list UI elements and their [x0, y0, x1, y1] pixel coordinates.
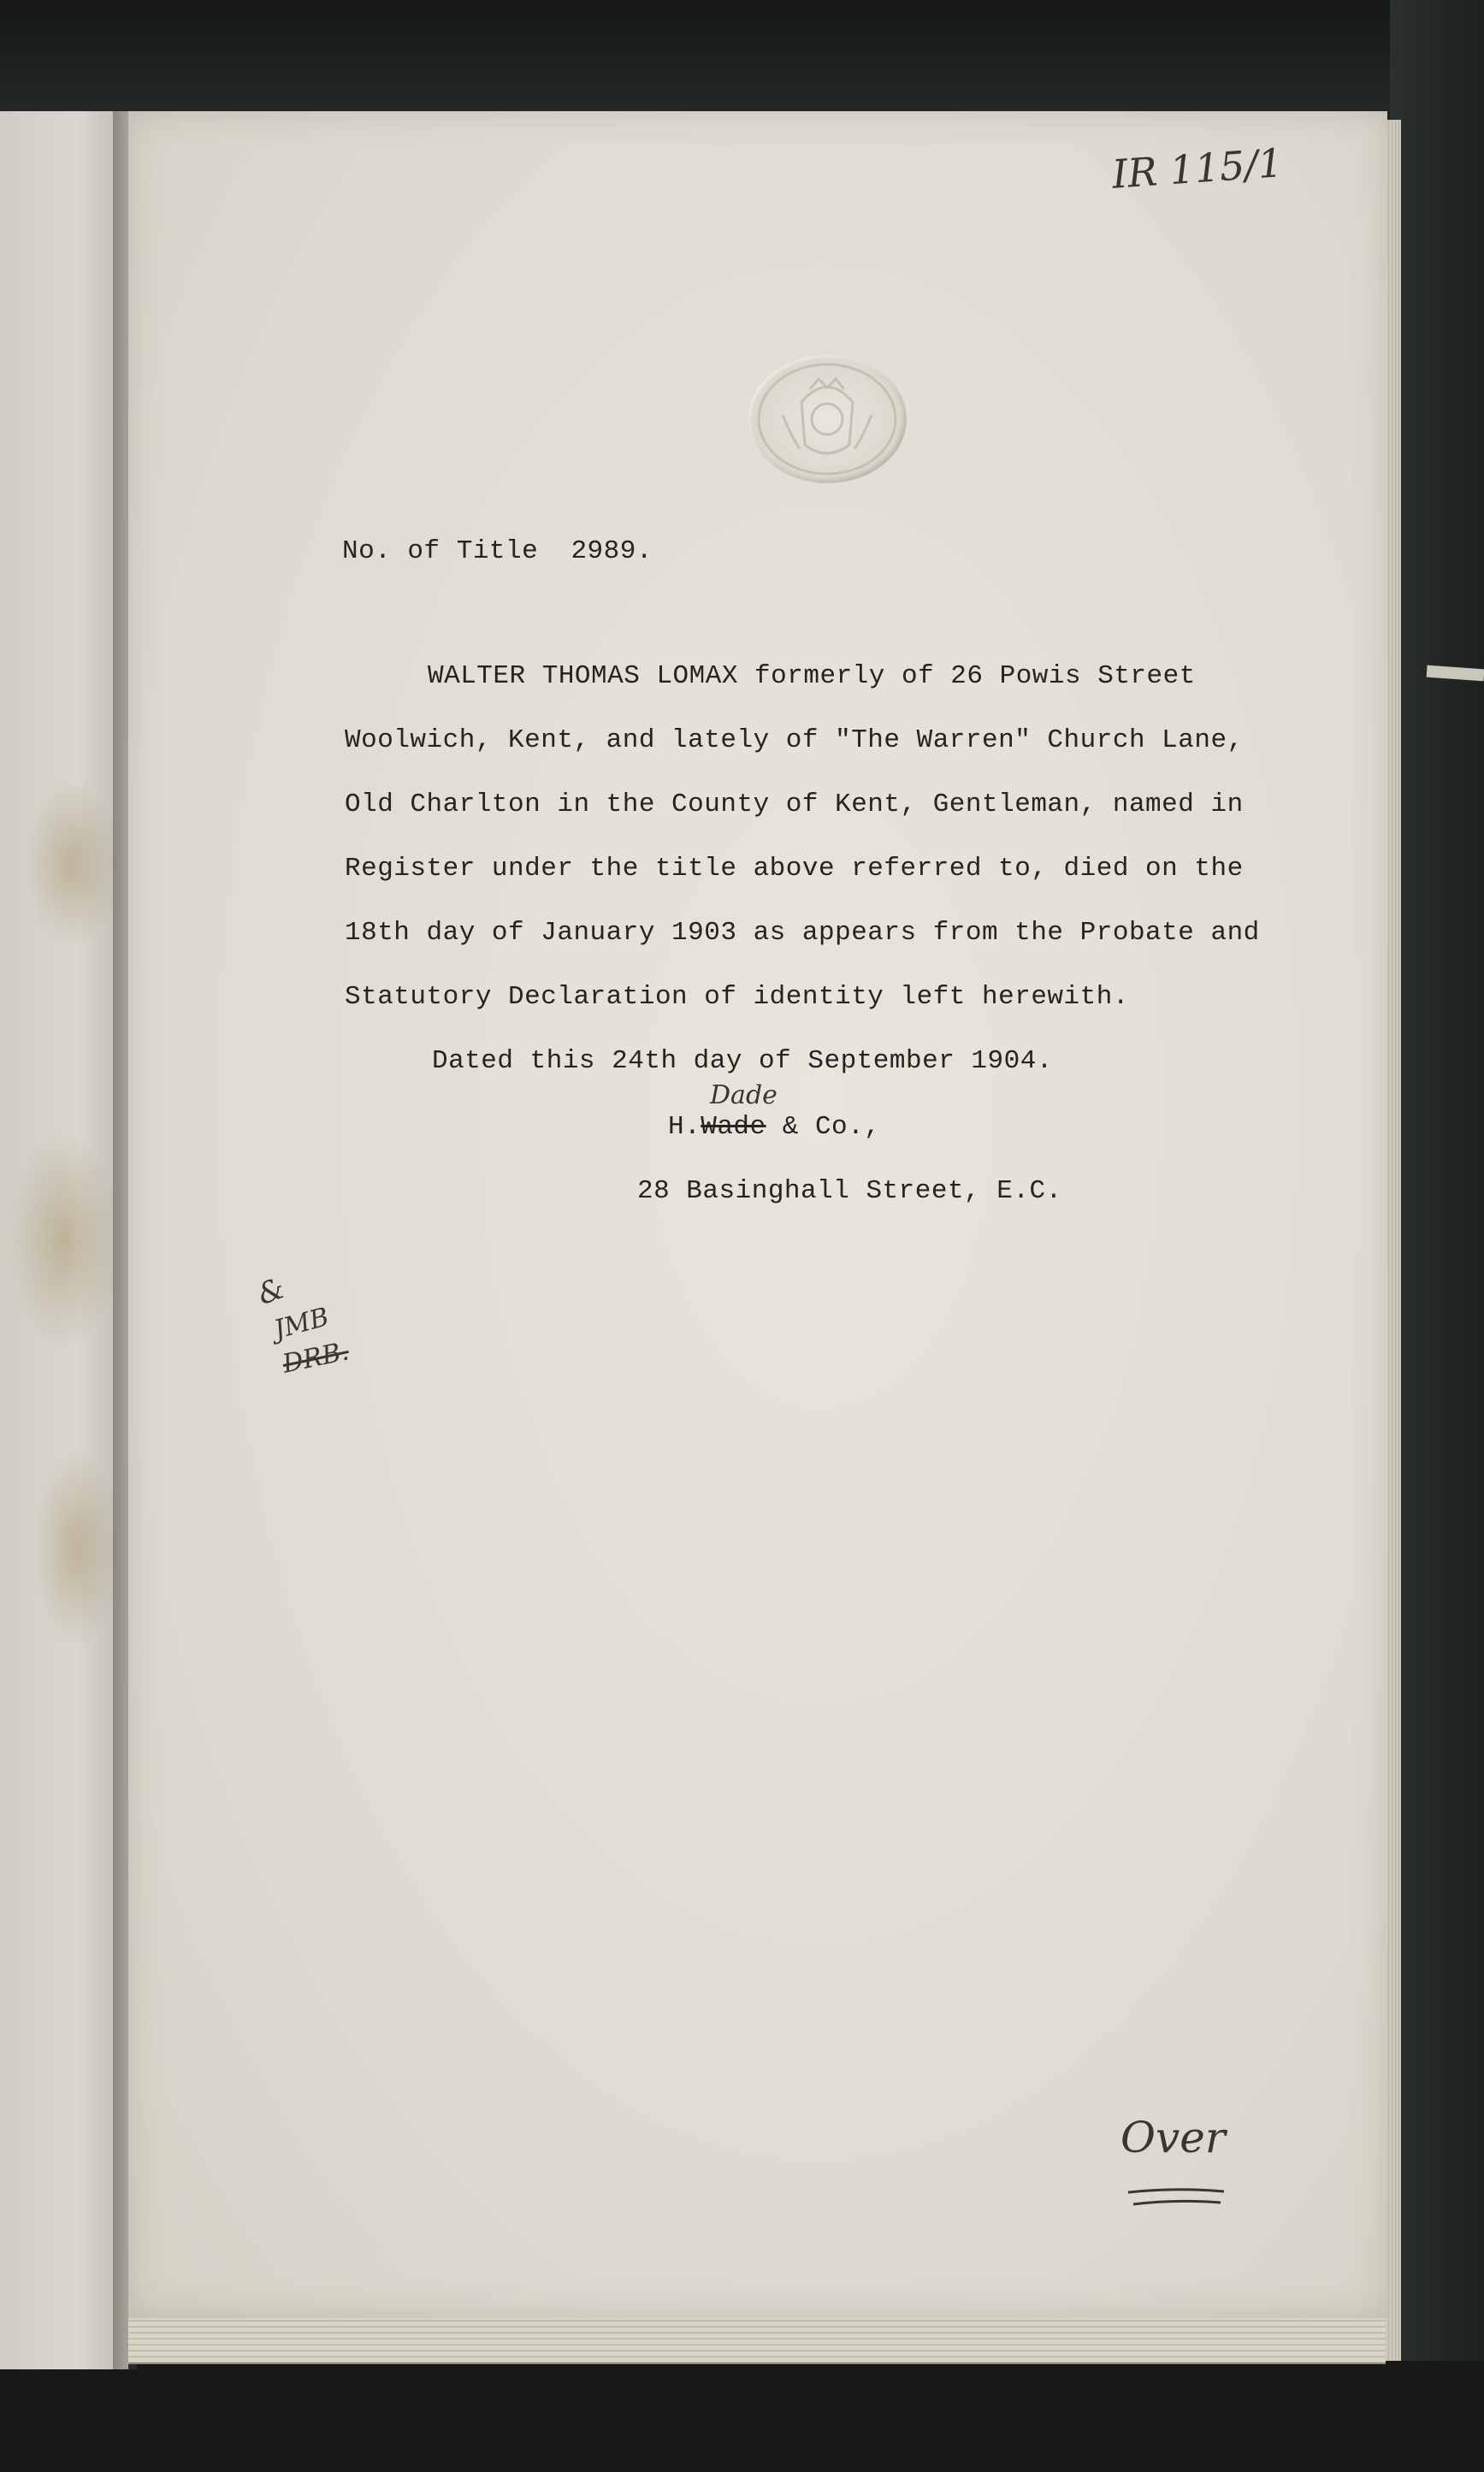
- page-edges: [1386, 120, 1401, 2361]
- signature-line: [668, 1112, 880, 1142]
- margin-initial-1: &: [253, 1271, 290, 1312]
- address-line: 28 Basinghall Street, E.C.: [637, 1176, 1062, 1206]
- body-line-4: Register under the title above referred to, died on the: [345, 854, 1244, 884]
- signature-suffix: & Co.,: [766, 1112, 881, 1142]
- body-line-1: WALTER THOMAS LOMAX formerly of 26 Powis Street: [428, 661, 1196, 691]
- dated-line: Dated this 24th day of September 1904.: [432, 1046, 1053, 1076]
- body-line-6: Statutory Declaration of identity left herewith.: [345, 982, 1129, 1012]
- margin-initial-3: DRB.: [280, 1336, 352, 1380]
- document-page: [128, 111, 1387, 2318]
- embossed-seal: [748, 355, 907, 483]
- body-line-3: Old Charlton in the County of Kent, Gentleman, named in: [345, 790, 1244, 819]
- title-number-line: No. of Title 2989.: [342, 536, 653, 566]
- body-line-5: 18th day of January 1903 as appears from the Probate and: [345, 918, 1260, 948]
- signature-correction: Dade: [710, 1080, 777, 1110]
- background-bottom: [0, 2361, 1484, 2472]
- signature-prefix: H.: [668, 1112, 701, 1142]
- background-top: [0, 0, 1484, 111]
- over-underline: [1125, 2185, 1227, 2211]
- signature-struck-name: Wade: [701, 1112, 766, 1142]
- background-right: [1390, 0, 1484, 2472]
- body-line-2: Woolwich, Kent, and lately of "The Warren" Church Lane,: [345, 725, 1244, 755]
- reference-mark: IR 115/1: [1110, 139, 1285, 198]
- facing-page: [0, 111, 128, 2369]
- over-note: Over: [1120, 2113, 1226, 2162]
- margin-initial-2: JMB: [270, 1302, 333, 1345]
